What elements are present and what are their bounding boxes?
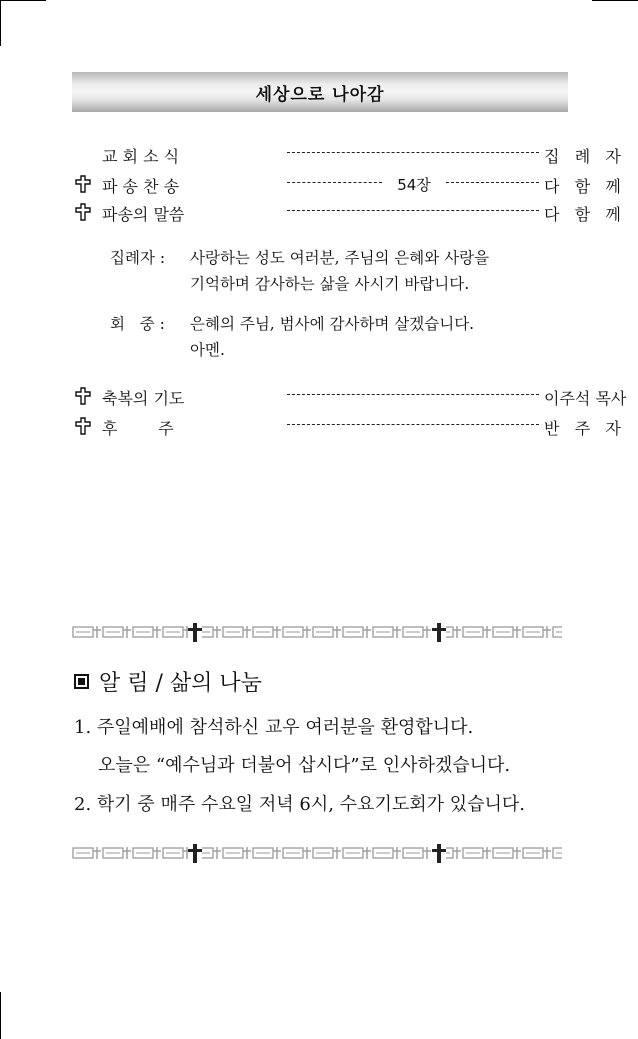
cross-chain-divider: [72, 843, 562, 863]
dashed-leader: [287, 182, 382, 183]
cross-icon: [74, 203, 92, 221]
order-label: 교 회 소 식: [102, 147, 180, 166]
order-leader: 이주석 목사: [544, 389, 627, 408]
order-row-postlude: [74, 414, 621, 440]
dashed-leader: [287, 210, 539, 211]
dialog-text: [190, 245, 560, 297]
cross-icon: [74, 387, 92, 405]
dialog-line: 아멘.: [190, 341, 225, 359]
crop-mark-top-left: [0, 0, 46, 1]
dialog-speaker: 집례자 :: [110, 249, 166, 267]
cross-icon: [74, 175, 92, 193]
notice-heading: [74, 666, 262, 697]
order-label: 축복의 기도: [102, 389, 185, 408]
dialog-line: 기억하며 감사하는 삶을 사시기 바랍니다.: [190, 275, 470, 293]
crop-mark-top-right: [592, 0, 638, 1]
order-leader: 집 례 자: [544, 147, 621, 166]
order-label: 후 주: [102, 419, 174, 438]
crop-mark-bottom-left-vertical: [0, 992, 1, 1039]
order-label: 파송의 말씀: [102, 205, 185, 224]
dashed-leader: [287, 152, 539, 153]
order-label: 파 송 찬 송: [102, 177, 180, 196]
order-row-announcements: [74, 142, 621, 168]
dashed-leader: [446, 182, 539, 183]
cross-icon: [74, 417, 92, 435]
dialog-line: 은혜의 주님, 범사에 감사하며 살겠습니다.: [190, 315, 475, 333]
dashed-leader: [287, 424, 539, 425]
order-leader: 다 함 께: [544, 177, 621, 196]
dialog-line: 사랑하는 성도 여러분, 주님의 은혜와 사랑을: [190, 249, 490, 267]
notice-item: 오늘은 “예수님과 더불어 삽시다”로 인사하겠습니다.: [98, 755, 511, 776]
section-header-banner: [72, 72, 568, 112]
section-title: 세상으로 나아감: [255, 84, 385, 105]
dashed-leader: [287, 394, 539, 395]
order-row-benediction: [74, 384, 627, 410]
order-leader: 다 함 께: [544, 205, 621, 224]
notice-item: 1. 주일예배에 참석하신 교우 여러분을 환영합니다.: [74, 717, 474, 738]
dialog-text: [190, 311, 560, 363]
hymn-number: 54장: [397, 176, 431, 194]
notice-item: 2. 학기 중 매주 수요일 저녁 6시, 수요기도회가 있습니다.: [74, 794, 525, 815]
cross-chain-divider: [72, 622, 562, 642]
order-row-sending-word: [74, 200, 621, 226]
order-row-sending-hymn: [74, 172, 621, 198]
notice-title-text: 알 림 / 삶의 나눔: [99, 671, 262, 696]
crop-mark-top-left-vertical: [0, 0, 1, 46]
square-bullet-icon: [74, 674, 89, 689]
order-leader: 반 주 자: [544, 419, 621, 438]
dialog-speaker: 회 중 :: [110, 315, 165, 333]
